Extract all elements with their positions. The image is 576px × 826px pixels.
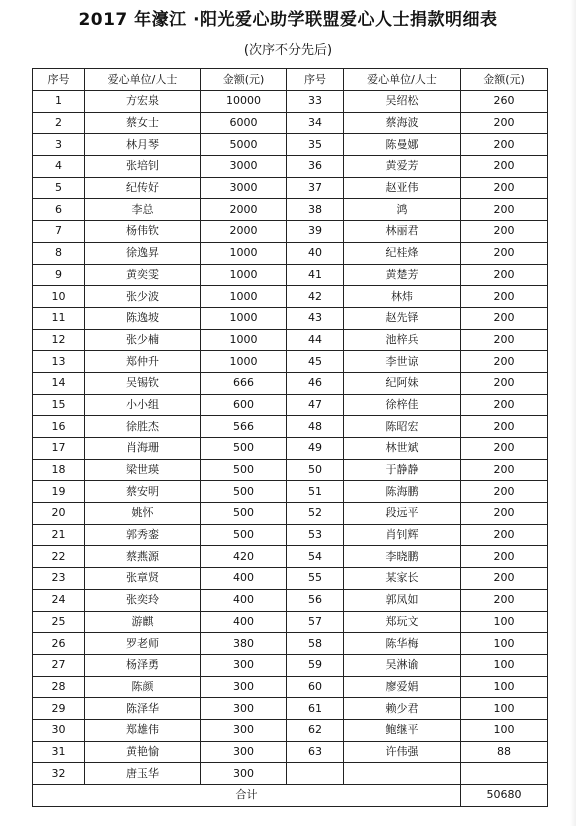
cell-amount-right: 200 [461, 156, 548, 178]
table-row [33, 264, 548, 286]
cell-donor-right: 池梓兵 [344, 329, 461, 351]
cell-amount-right: 200 [461, 416, 548, 438]
cell-seq-right: 57 [287, 611, 344, 633]
table-row [33, 416, 548, 438]
cell-donor-right: 廖爱娟 [344, 676, 461, 698]
cell-seq-left: 13 [33, 351, 85, 373]
cell-donor-left: 梁世瑛 [85, 459, 201, 481]
cell-amount-left: 420 [201, 546, 287, 568]
cell-seq-left: 8 [33, 242, 85, 264]
cell-amount-right: 200 [461, 351, 548, 373]
cell-seq-left: 29 [33, 698, 85, 720]
cell-donor-right: 陈海鹏 [344, 481, 461, 503]
cell-amount-right: 200 [461, 394, 548, 416]
header-donor-right: 爱心单位/人士 [344, 69, 461, 91]
cell-amount-right [461, 763, 548, 785]
cell-amount-left: 1000 [201, 242, 287, 264]
cell-amount-left: 300 [201, 719, 287, 741]
cell-donor-left: 纪传好 [85, 177, 201, 199]
cell-amount-left: 600 [201, 394, 287, 416]
cell-donor-left: 陈泽华 [85, 698, 201, 720]
cell-seq-right: 63 [287, 741, 344, 763]
cell-seq-right [287, 763, 344, 785]
cell-amount-right: 200 [461, 459, 548, 481]
cell-donor-left: 郑雄伟 [85, 719, 201, 741]
cell-donor-right: 吴淋谕 [344, 654, 461, 676]
cell-donor-left: 张章贤 [85, 568, 201, 590]
cell-seq-left: 16 [33, 416, 85, 438]
table-body [33, 91, 548, 785]
cell-amount-left: 2000 [201, 199, 287, 221]
cell-seq-left: 21 [33, 524, 85, 546]
cell-seq-left: 27 [33, 654, 85, 676]
cell-seq-right: 42 [287, 286, 344, 308]
table-row [33, 372, 548, 394]
cell-amount-right: 200 [461, 177, 548, 199]
cell-seq-left: 15 [33, 394, 85, 416]
cell-amount-right: 100 [461, 698, 548, 720]
cell-seq-right: 48 [287, 416, 344, 438]
cell-seq-right: 59 [287, 654, 344, 676]
cell-donor-left: 方宏泉 [85, 91, 201, 113]
cell-amount-right: 200 [461, 546, 548, 568]
cell-donor-right: 肖钊辉 [344, 524, 461, 546]
cell-seq-right: 40 [287, 242, 344, 264]
cell-seq-right: 37 [287, 177, 344, 199]
cell-seq-left: 32 [33, 763, 85, 785]
cell-seq-left: 23 [33, 568, 85, 590]
cell-amount-left: 1000 [201, 264, 287, 286]
cell-amount-right: 200 [461, 503, 548, 525]
cell-donor-left: 蔡燕源 [85, 546, 201, 568]
table-row [33, 719, 548, 741]
table-row [33, 481, 548, 503]
cell-amount-left: 500 [201, 524, 287, 546]
table-row [33, 763, 548, 785]
cell-donor-left: 张少波 [85, 286, 201, 308]
cell-amount-left: 3000 [201, 156, 287, 178]
cell-amount-left: 10000 [201, 91, 287, 113]
cell-amount-left: 2000 [201, 221, 287, 243]
cell-amount-right: 200 [461, 134, 548, 156]
cell-seq-left: 28 [33, 676, 85, 698]
table-row [33, 589, 548, 611]
table-row [33, 177, 548, 199]
cell-amount-right: 200 [461, 221, 548, 243]
cell-donor-right: 纪阿妹 [344, 372, 461, 394]
cell-amount-left: 300 [201, 698, 287, 720]
cell-amount-left: 400 [201, 611, 287, 633]
cell-donor-left: 吴锡钦 [85, 372, 201, 394]
cell-donor-left: 徐胜杰 [85, 416, 201, 438]
cell-seq-right: 62 [287, 719, 344, 741]
cell-seq-right: 49 [287, 438, 344, 460]
cell-seq-left: 5 [33, 177, 85, 199]
cell-amount-right: 200 [461, 481, 548, 503]
table-row [33, 242, 548, 264]
cell-donor-left: 蔡女士 [85, 112, 201, 134]
header-seq-right: 序号 [287, 69, 344, 91]
cell-amount-left: 300 [201, 654, 287, 676]
total-label: 合计 [33, 785, 461, 807]
cell-donor-left: 蔡安明 [85, 481, 201, 503]
total-row [33, 785, 548, 807]
cell-seq-right: 41 [287, 264, 344, 286]
table-row [33, 568, 548, 590]
cell-amount-left: 1000 [201, 351, 287, 373]
table-row [33, 286, 548, 308]
cell-amount-left: 3000 [201, 177, 287, 199]
cell-seq-right: 44 [287, 329, 344, 351]
cell-seq-left: 11 [33, 307, 85, 329]
cell-donor-left: 林月琴 [85, 134, 201, 156]
cell-seq-left: 20 [33, 503, 85, 525]
cell-amount-left: 566 [201, 416, 287, 438]
cell-donor-right: 林炜 [344, 286, 461, 308]
cell-donor-right: 赵先铎 [344, 307, 461, 329]
cell-donor-right: 蔡海波 [344, 112, 461, 134]
cell-donor-left: 陈颜 [85, 676, 201, 698]
cell-donor-left: 黄艳愉 [85, 741, 201, 763]
cell-donor-right: 赖少君 [344, 698, 461, 720]
cell-seq-left: 31 [33, 741, 85, 763]
table-row [33, 654, 548, 676]
cell-amount-left: 500 [201, 459, 287, 481]
table-row [33, 698, 548, 720]
cell-seq-right: 43 [287, 307, 344, 329]
cell-seq-left: 30 [33, 719, 85, 741]
cell-amount-left: 300 [201, 741, 287, 763]
cell-seq-right: 54 [287, 546, 344, 568]
cell-amount-right: 200 [461, 264, 548, 286]
document-title: 2017 年濠江 ·阳光爱心助学联盟爱心人士捐款明细表 [78, 10, 498, 30]
cell-amount-left: 380 [201, 633, 287, 655]
cell-amount-right: 88 [461, 741, 548, 763]
cell-donor-left: 张奕玲 [85, 589, 201, 611]
cell-seq-right: 39 [287, 221, 344, 243]
table-row [33, 438, 548, 460]
table-row [33, 546, 548, 568]
cell-seq-right: 60 [287, 676, 344, 698]
cell-donor-right: 李世谅 [344, 351, 461, 373]
cell-amount-right: 200 [461, 307, 548, 329]
cell-donor-left: 张少楠 [85, 329, 201, 351]
cell-seq-right: 47 [287, 394, 344, 416]
cell-seq-right: 45 [287, 351, 344, 373]
cell-seq-right: 38 [287, 199, 344, 221]
header-donor-left: 爱心单位/人士 [85, 69, 201, 91]
cell-seq-left: 3 [33, 134, 85, 156]
cell-amount-left: 5000 [201, 134, 287, 156]
cell-seq-left: 22 [33, 546, 85, 568]
table-row [33, 633, 548, 655]
cell-seq-right: 55 [287, 568, 344, 590]
cell-seq-right: 58 [287, 633, 344, 655]
cell-seq-left: 2 [33, 112, 85, 134]
cell-seq-left: 12 [33, 329, 85, 351]
header-seq-left: 序号 [33, 69, 85, 91]
cell-donor-left: 罗老师 [85, 633, 201, 655]
table-row [33, 156, 548, 178]
table-row [33, 351, 548, 373]
cell-seq-right: 35 [287, 134, 344, 156]
cell-amount-right: 200 [461, 199, 548, 221]
cell-seq-right: 56 [287, 589, 344, 611]
cell-amount-left: 500 [201, 503, 287, 525]
cell-seq-left: 19 [33, 481, 85, 503]
cell-donor-right: 吴绍松 [344, 91, 461, 113]
cell-amount-left: 1000 [201, 307, 287, 329]
cell-amount-right: 200 [461, 286, 548, 308]
donation-table [32, 68, 548, 807]
cell-donor-right: 段远平 [344, 503, 461, 525]
table-row [33, 134, 548, 156]
cell-amount-right: 200 [461, 242, 548, 264]
cell-donor-right: 李晓鹏 [344, 546, 461, 568]
cell-amount-left: 300 [201, 763, 287, 785]
cell-donor-right: 林丽君 [344, 221, 461, 243]
cell-donor-right: 陈昭宏 [344, 416, 461, 438]
cell-donor-right: 黄楚芳 [344, 264, 461, 286]
table-row [33, 394, 548, 416]
cell-seq-left: 4 [33, 156, 85, 178]
cell-amount-right: 100 [461, 654, 548, 676]
cell-seq-left: 1 [33, 91, 85, 113]
cell-donor-right: 黄爱芳 [344, 156, 461, 178]
cell-seq-left: 26 [33, 633, 85, 655]
cell-amount-right: 200 [461, 589, 548, 611]
cell-donor-right: 陈曼娜 [344, 134, 461, 156]
cell-amount-right: 200 [461, 372, 548, 394]
cell-donor-right: 郑玩文 [344, 611, 461, 633]
cell-donor-right [344, 763, 461, 785]
cell-amount-right: 100 [461, 611, 548, 633]
cell-seq-right: 53 [287, 524, 344, 546]
cell-donor-left: 小小组 [85, 394, 201, 416]
table-row [33, 329, 548, 351]
cell-donor-left: 姚怀 [85, 503, 201, 525]
cell-donor-left: 杨伟钦 [85, 221, 201, 243]
cell-donor-right: 林世斌 [344, 438, 461, 460]
cell-seq-left: 7 [33, 221, 85, 243]
table-row [33, 307, 548, 329]
cell-donor-left: 李总 [85, 199, 201, 221]
document-subtitle: (次序不分先后) [243, 43, 333, 58]
cell-seq-left: 10 [33, 286, 85, 308]
cell-seq-left: 9 [33, 264, 85, 286]
header-amount-left: 金额(元) [201, 69, 287, 91]
table-row [33, 199, 548, 221]
cell-amount-left: 400 [201, 568, 287, 590]
cell-donor-right: 陈华梅 [344, 633, 461, 655]
total-amount: 50680 [461, 785, 548, 807]
cell-donor-left: 张培钊 [85, 156, 201, 178]
cell-donor-left: 郭秀銮 [85, 524, 201, 546]
cell-seq-right: 51 [287, 481, 344, 503]
cell-donor-right: 纪桂烽 [344, 242, 461, 264]
cell-seq-right: 52 [287, 503, 344, 525]
cell-amount-left: 500 [201, 481, 287, 503]
table-row [33, 524, 548, 546]
cell-seq-right: 34 [287, 112, 344, 134]
cell-amount-left: 300 [201, 676, 287, 698]
table-row [33, 503, 548, 525]
cell-donor-left: 肖海珊 [85, 438, 201, 460]
table-row [33, 459, 548, 481]
cell-seq-right: 33 [287, 91, 344, 113]
cell-amount-right: 200 [461, 329, 548, 351]
cell-amount-left: 500 [201, 438, 287, 460]
table-header-row [33, 69, 548, 91]
cell-donor-left: 徐逸昇 [85, 242, 201, 264]
table-row [33, 91, 548, 113]
cell-seq-right: 50 [287, 459, 344, 481]
cell-donor-left: 杨泽勇 [85, 654, 201, 676]
cell-amount-left: 1000 [201, 286, 287, 308]
cell-donor-left: 唐玉华 [85, 763, 201, 785]
cell-donor-left: 郑仲升 [85, 351, 201, 373]
table-row [33, 676, 548, 698]
cell-seq-left: 17 [33, 438, 85, 460]
cell-seq-right: 36 [287, 156, 344, 178]
cell-seq-left: 25 [33, 611, 85, 633]
cell-seq-left: 14 [33, 372, 85, 394]
cell-donor-right: 某家长 [344, 568, 461, 590]
cell-donor-right: 许伟强 [344, 741, 461, 763]
table-row [33, 741, 548, 763]
cell-donor-right: 郭凤如 [344, 589, 461, 611]
cell-donor-right: 徐梓佳 [344, 394, 461, 416]
cell-donor-right: 鲍继平 [344, 719, 461, 741]
cell-amount-right: 100 [461, 676, 548, 698]
header-amount-right: 金额(元) [461, 69, 548, 91]
cell-amount-left: 400 [201, 589, 287, 611]
cell-donor-right: 鸿 [344, 199, 461, 221]
cell-amount-right: 260 [461, 91, 548, 113]
cell-seq-left: 24 [33, 589, 85, 611]
cell-donor-right: 于静静 [344, 459, 461, 481]
cell-amount-right: 100 [461, 633, 548, 655]
cell-seq-right: 46 [287, 372, 344, 394]
cell-amount-right: 200 [461, 438, 548, 460]
cell-seq-left: 6 [33, 199, 85, 221]
table-row [33, 221, 548, 243]
cell-amount-right: 200 [461, 524, 548, 546]
cell-donor-left: 陈逸坡 [85, 307, 201, 329]
table-row [33, 611, 548, 633]
cell-seq-right: 61 [287, 698, 344, 720]
cell-amount-left: 1000 [201, 329, 287, 351]
cell-donor-left: 游麒 [85, 611, 201, 633]
cell-amount-right: 200 [461, 112, 548, 134]
table-row [33, 112, 548, 134]
cell-donor-right: 赵亚伟 [344, 177, 461, 199]
cell-amount-left: 666 [201, 372, 287, 394]
cell-amount-right: 100 [461, 719, 548, 741]
page-edge [570, 0, 576, 826]
cell-seq-left: 18 [33, 459, 85, 481]
cell-donor-left: 黄奕雯 [85, 264, 201, 286]
cell-amount-right: 200 [461, 568, 548, 590]
cell-amount-left: 6000 [201, 112, 287, 134]
